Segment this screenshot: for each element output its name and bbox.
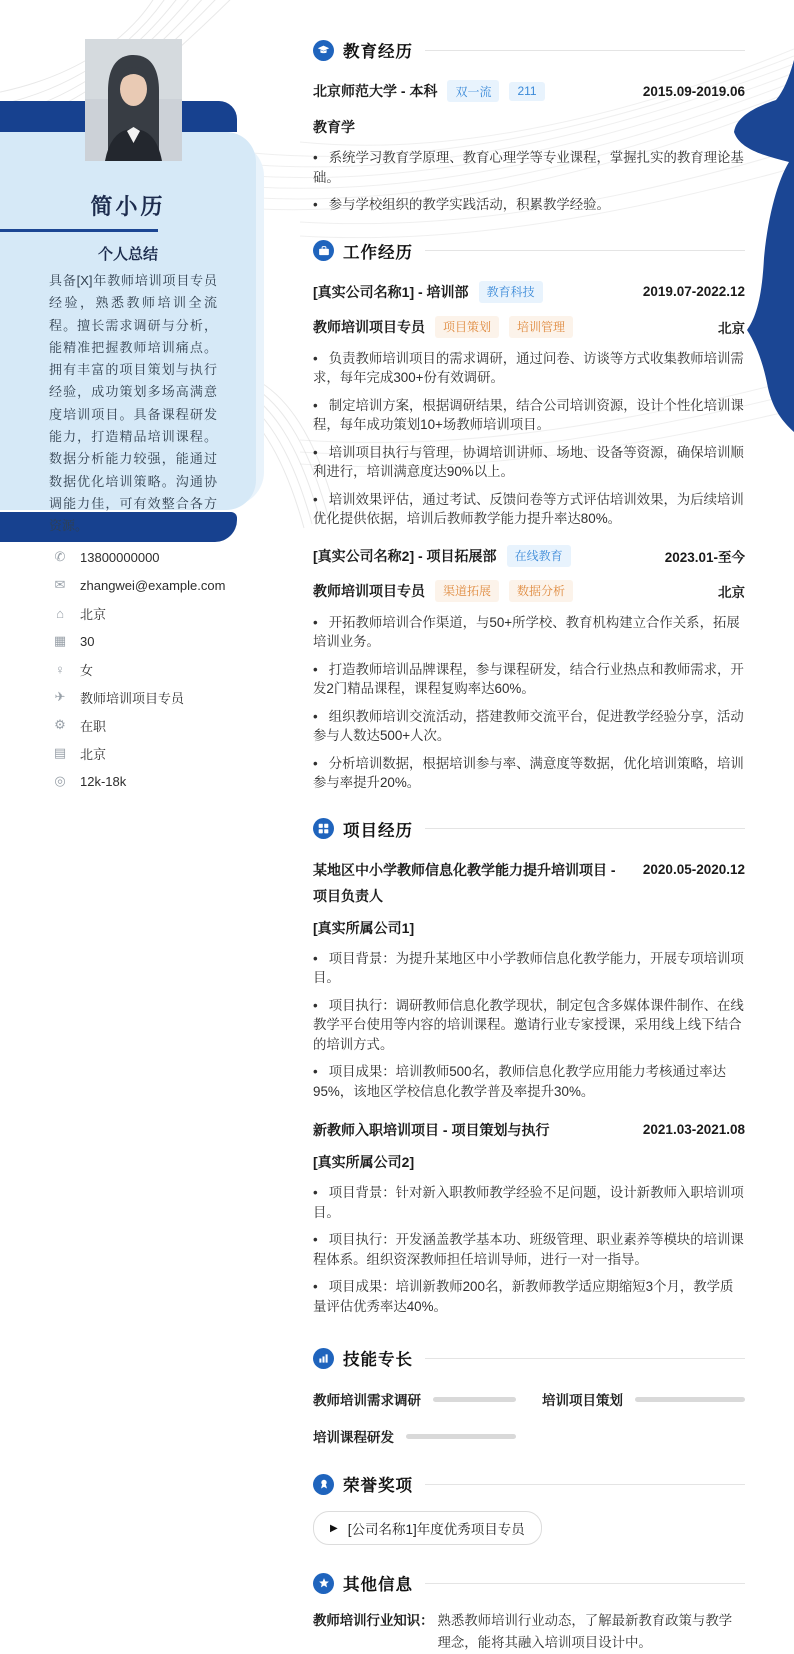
job-bullet: • 打造教师培训品牌课程，参与课程研发，结合行业热点和教师需求，开发2门精品课程，课程复购率达60%。 [313, 660, 745, 699]
medal-icon [313, 1474, 334, 1495]
projects-header [313, 817, 745, 841]
work-header [313, 239, 745, 263]
project-company: [真实所属公司1] [313, 919, 415, 936]
project-entry-1 [313, 857, 745, 1102]
section-title: 荣誉奖项 [343, 1477, 413, 1495]
section-title: 技能专长 [343, 1351, 413, 1369]
job-bullet: • 负责教师培训项目的需求调研，通过问卷、访谈等方式收集教师培训需求，每年完成300+份有效调研。 [313, 349, 745, 388]
other-label: 教师培训行业知识： [313, 1613, 434, 1628]
company-city-icon: ▤ [53, 745, 67, 760]
job-bullet: • 培训效果评估，通过考试、反馈问卷等方式评估培训效果，为后续培训优化提供依据，培训后教师教学能力提升率达80%。 [313, 490, 745, 529]
section-honors [313, 1472, 745, 1545]
honors-header [313, 1472, 745, 1496]
education-date: 2015.09-2019.06 [642, 83, 745, 99]
project-bullets [313, 1183, 745, 1316]
position-icon: ✈ [54, 689, 66, 704]
contact-gender [52, 655, 225, 683]
play-icon: ▶ [330, 1522, 338, 1534]
main-content [313, 38, 745, 1654]
honor-text: [公司名称1]年度优秀项目专员 [347, 1522, 525, 1537]
project-bullet: • 项目成果：培训教师500名，教师信息化教学应用能力考核通过率达95%，该地区学校信息化教学普及率提升30%。 [313, 1062, 745, 1101]
salary-icon: ◎ [54, 773, 66, 788]
project-date: 2020.05-2020.12 [642, 861, 745, 877]
industry-tag: 教育科技 [479, 281, 543, 303]
role-tag: 培训管理 [509, 316, 573, 338]
project-bullet: • 项目背景：针对新入职教师教学经验不足问题，设计新教师入职培训项目。 [313, 1183, 745, 1222]
briefcase-icon [313, 240, 334, 261]
project-bullet: • 项目执行：开发涵盖教学基本功、班级管理、职业素养等模块的培训课程体系。组织资深教师担任培训导师，进行一对一指导。 [313, 1230, 745, 1269]
contact-age [52, 627, 225, 655]
education-bullet: • 系统学习教育学原理、教育心理学等专业课程，掌握扎实的教育理论基础。 [313, 148, 745, 187]
skill-item [313, 1426, 516, 1446]
gender-icon: ♀ [55, 661, 65, 677]
job-bullet: • 组织教师培训交流活动，搭建教师交流平台，促进教学经验分享，活动参与人数达500+人次。 [313, 707, 745, 746]
job-bullet: • 培训项目执行与管理，协调培训讲师、场地、设备等资源，确保培训顺利进行，培训满意度达90%以上。 [313, 443, 745, 482]
bar-chart-icon [313, 1348, 334, 1369]
age-icon: ▦ [53, 633, 67, 648]
honor-item-pill[interactable] [313, 1511, 542, 1545]
education-header [313, 38, 745, 62]
contact-phone [52, 543, 225, 571]
contact-value: 30 [80, 633, 95, 649]
contact-salary [52, 767, 225, 795]
grid-icon [313, 818, 334, 839]
other-text: 熟悉教师培训行业动态，了解最新教育政策与教学理念，能将其融入培训项目设计中。 [437, 1613, 733, 1650]
job-entry-1 [313, 281, 745, 529]
skill-bar [433, 1397, 516, 1402]
candidate-name: 简小历 [90, 194, 166, 219]
mail-icon: ✉ [54, 577, 66, 592]
job-date: 2019.07-2022.12 [642, 284, 745, 299]
role-title: 教师培训项目专员 [313, 582, 425, 599]
name-underline [0, 229, 158, 232]
job-bullet: • 制定培训方案，根据调研结果，结合公司培训资源，设计个性化培训课程，每年成功策划10+场教师培训项目。 [313, 396, 745, 435]
role-tag: 数据分析 [509, 580, 573, 602]
summary-title: 个人总结 [97, 246, 158, 263]
project-bullet: • 项目背景：为提升某地区中小学教师信息化教学能力，开展专项培训项目。 [313, 949, 745, 988]
school-tag-211: 211 [509, 82, 544, 101]
other-header [313, 1571, 745, 1595]
skills-grid [313, 1389, 745, 1446]
section-other [313, 1571, 745, 1654]
section-divider [425, 1484, 745, 1485]
skill-name: 培训课程研发 [313, 1430, 394, 1445]
contact-position [52, 683, 225, 711]
school-tag-double-first-class: 双一流 [447, 80, 499, 102]
contact-value: 北京 [80, 606, 107, 622]
section-divider [425, 50, 745, 51]
contact-list [52, 543, 225, 795]
home-icon: ⌂ [56, 605, 64, 621]
role-tag: 渠道拓展 [435, 580, 499, 602]
project-bullets [313, 949, 745, 1102]
section-divider [425, 1583, 745, 1584]
other-info-item [313, 1610, 745, 1654]
contact-status [52, 711, 225, 739]
education-bullet: • 参与学校组织的教学实践活动，积累教学经验。 [313, 195, 745, 215]
skill-name: 培训项目策划 [542, 1393, 623, 1408]
school-name: 北京师范大学 - 本科 [313, 83, 438, 99]
company-name: [真实公司名称2] - 项目拓展部 [313, 547, 497, 564]
contact-location [52, 599, 225, 627]
section-divider [425, 828, 745, 829]
project-bullet: • 项目成果：培训新教师200名，新教师教学适应期缩短3个月，教学质量评估优秀率达40%。 [313, 1277, 745, 1316]
job-bullets [313, 349, 745, 529]
skill-item [542, 1389, 745, 1409]
section-work [313, 239, 745, 793]
education-bullets [313, 148, 745, 215]
project-name: 某地区中小学教师信息化教学能力提升培训项目 - 项目负责人 [313, 861, 616, 904]
education-entry-header [313, 80, 745, 102]
job-date: 2023.01-至今 [664, 549, 745, 565]
industry-tag: 在线教育 [507, 545, 571, 567]
summary-text: 具备[X]年教师培训项目专员经验，熟悉教师培训全流程。擅长需求调研与分析，能精准把握教师培训痛点。拥有丰富的项目策划与执行经验，成功策划多场高满意度培训项目。具备课程研发能力，打造精品培训课程。数据分析能力较强，能通过数据优化培训策略。沟通协调能力佳，可有效整合各方资源。 [49, 273, 217, 534]
role-tag: 项目策划 [435, 316, 499, 338]
company-name: [真实公司名称1] - 培训部 [313, 283, 469, 300]
section-divider [425, 1358, 745, 1359]
job-entry-2 [313, 545, 745, 793]
section-title: 其他信息 [343, 1576, 413, 1594]
contact-value: 13800000000 [80, 549, 160, 565]
role-title: 教师培训项目专员 [313, 318, 425, 335]
job-bullet: • 开拓教师培训合作渠道，与50+所学校、教育机构建立合作关系，拓展培训业务。 [313, 613, 745, 652]
job-location: 北京 [718, 320, 745, 336]
phone-icon: ✆ [54, 549, 66, 564]
job-location: 北京 [718, 584, 745, 600]
profile-photo [85, 39, 182, 161]
contact-value: 在职 [80, 718, 107, 734]
contact-company-city [52, 739, 225, 767]
section-education [313, 38, 745, 215]
contact-value: 12k-18k [80, 773, 127, 789]
job-bullet: • 分析培训数据，根据培训参与率、满意度等数据，优化培训策略，培训参与率提升20%。 [313, 754, 745, 793]
project-date: 2021.03-2021.08 [642, 1122, 745, 1137]
status-icon: ⚙ [54, 717, 66, 732]
section-title: 项目经历 [343, 821, 413, 840]
skills-header [313, 1346, 745, 1370]
contact-email [52, 571, 225, 599]
skill-item [313, 1389, 516, 1409]
contact-value: 女 [80, 662, 94, 678]
skill-name: 教师培训需求调研 [313, 1393, 421, 1408]
graduation-cap-icon [313, 40, 334, 61]
job-bullets [313, 613, 745, 793]
major: 教育学 [313, 119, 355, 135]
skill-bar [406, 1434, 516, 1439]
skill-bar [635, 1397, 745, 1402]
section-divider [425, 250, 745, 251]
contact-value: zhangwei@example.com [80, 577, 226, 593]
contact-value: 北京 [80, 746, 107, 762]
star-icon [313, 1573, 334, 1594]
section-projects [313, 817, 745, 1317]
project-bullet: • 项目执行：调研教师信息化教学现状，制定包含多媒体课件制作、在线教学平台使用等内容的培训课程。邀请行业专家授课，采用线上线下结合的培训方式。 [313, 996, 745, 1055]
section-skills [313, 1346, 745, 1446]
project-name: 新教师入职培训项目 - 项目策划与执行 [313, 1122, 550, 1138]
contact-value: 教师培训项目专员 [80, 690, 185, 706]
section-title: 教育经历 [343, 43, 413, 61]
project-entry-2 [313, 1117, 745, 1316]
project-company: [真实所属公司2] [313, 1154, 415, 1170]
section-title: 工作经历 [343, 243, 413, 262]
